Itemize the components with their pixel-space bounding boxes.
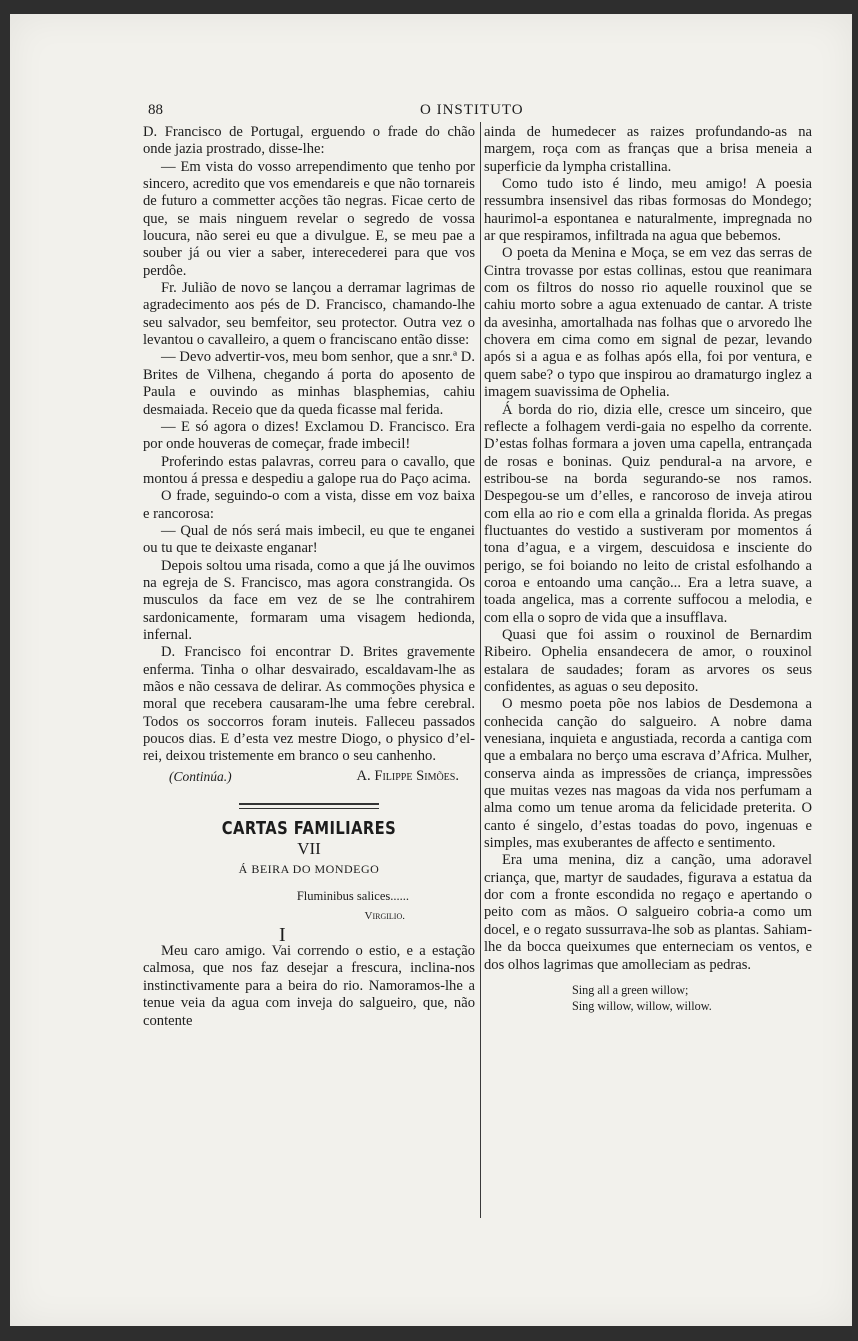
section-title: CARTAS FAMILIARES [221, 818, 397, 840]
paragraph: D. Francisco de Portugal, erguendo o frade do chão onde jazia prostrado, disse-lhe: [143, 124, 475, 158]
left-column [143, 124, 475, 1030]
column-divider [480, 122, 481, 1218]
paragraph: O poeta da Menina e Moça, se em vez das serras de Cintra trovasse por estas collinas, estou que reanimara com os filtros do nosso rio aquelle rouxinol que se cahiu morto sobre a agua extenuado de cantar. A triste da avesinha, amortalhada nas folhas que o arvoredo lhe chovera em cima como em signal de pezar, levando após si a agua e as folhas após ella, foi por ventura, e quem sabe? o typo que inspirou ao dramaturgo inglez a imagem suavissima de Ophelia. [484, 245, 812, 401]
paragraph: D. Francisco foi encontrar D. Brites gravemente enferma. Tinha o olhar desvairado, escaldavam-lhe as mãos e não cessava de delirar. As commoções physica e moral que recebera causaram-lhe uma febre cerebral. Todos os soccorros foram inuteis. Falleceu passados poucos dias. E d’esta vez mestre Diogo, o physico d’el-rei, deixou tristemente em branco o seu canhenho. [143, 644, 475, 765]
paragraph: ainda de humedecer as raizes profundando-as na margem, roça com as franças que a brisa meneia a superficie da lympha cristallina. [484, 124, 812, 175]
section-subtitle: Á BEIRA DO MONDEGO [238, 862, 380, 877]
paragraph: — E só agora o dizes! Exclamou D. Francisco. Era por onde houveras de começar, frade imbecil! [143, 418, 475, 453]
paragraph: Depois soltou uma risada, como a que já lhe ouvimos na egreja de S. Francisco, mas agora constrangida. Os musculos da face em vez de se lhe contrahirem sardonicamente, formaram uma visagem hedionda, infernal. [143, 557, 475, 643]
verse-line: Sing willow, willow, willow. [572, 998, 712, 1013]
paragraph: Á borda do rio, dizia elle, cresce um sinceiro, que reflecte a folhagem verdi-gaia no espelho da corrente. D’estas folhas formara a joven uma capella, entrançada de rosas e boninas. Quiz pendural-a na arvore, e estribou-se na borda segurando-se nos ramos. Despegou-se um d’elles, e rancoroso de inveja atirou com ella ao rio e com ella a grinalda florida. As pregas fluctuantes do vestido a sustiveram por momentos á tona d’agua, e a virgem, descuidosa e insciente do perigo, se foi boiando no leito de cristal esfolhando a coroa e entoando uma canção... Era a letra suave, a toada angelica, mas a corrente suffocou a melodia, e com ella o sopro de vida que a insufflava. [484, 401, 812, 626]
page-number: 88 [148, 102, 163, 118]
continua-note: (Continúa.) [169, 768, 232, 784]
paragraph: O mesmo poeta põe nos labios de Desdemona a conhecida canção do salgueiro. A nobre dama venesiana, inquieta e angustiada, recorda a cantiga com que a embalara no berço uma escrava d’Africa. Mulher, conserva ainda as impressões de criança, impressões que muitas vezes nas magoas da vida nos perfumam a alma como um tenue aroma da felicidade preterita. O canto é singelo, d’estas toadas do povo, ingenuas e simples, mas exuberantes de affecto e sentimento. [484, 696, 812, 852]
epigraph-author: Virgilio. [364, 909, 405, 922]
paragraph: O frade, seguindo-o com a vista, disse em voz baixa e rancorosa: [143, 488, 475, 522]
running-title: O INSTITUTO [420, 102, 524, 118]
paragraph: — Em vista do vosso arrependimento que tenho por sincero, acredito que vos emendareis e que não tornareis de futuro a commetter acções tão negras. Ficae certo de que, se mais ninguem revelar o segredo de vossa loucura, não serei eu que a divulgue. E, se meu pae a souber já ou vier a saber, interecederei para que vos perdôe. [143, 158, 475, 279]
ornamental-rule [239, 803, 379, 809]
paragraph: Proferindo estas palavras, correu para o cavallo, que montou á pressa e despediu a galope rua do Paço acima. [143, 453, 475, 487]
verse-line: Sing all a green willow; [572, 982, 689, 997]
ink-mark: I [279, 924, 286, 947]
paragraph: Fr. Julião de novo se lançou a derramar lagrimas de agradecimento aos pés de D. Francisco, chamando-lhe seu salvador, seu bemfeitor, seu protector. Outra vez o levantou o cavalleiro, a quem o franciscano então disse: [143, 280, 475, 349]
signature-row [143, 768, 475, 785]
section-rule [143, 797, 475, 814]
right-column [484, 124, 812, 1014]
paragraph: Quasi que foi assim o rouxinol de Bernardim Ribeiro. Ophelia ensandecera de amor, o rouxinol estalara de saudades; foram as arvores os seus confidentes, as aguas o seu deposito. [484, 626, 812, 695]
author-signature: A. Filippe Simões. [356, 767, 459, 784]
section-number: VII [297, 838, 321, 858]
paragraph: Como tudo isto é lindo, meu amigo! A poesia ressumbra insensivel das ribas formosas do Mondego; haurimol-a espontanea e naturalmente, impregnada no ar que respiramos, infiltrada na agua que bebemos. [484, 176, 812, 245]
paragraph: — Devo advertir-vos, meu bom senhor, que a snr.ª D. Brites de Vilhena, chegando á porta do aposento de Paula e ouvindo as minhas blasphemias, cahiu desmaiada. Receio que da queda ficasse mal ferida. [143, 349, 475, 418]
paragraph: Meu caro amigo. Vai correndo o estio, e a estação calmosa, que nos faz desejar a frescura, inclina-nos instinctivamente para a beira do rio. Namoramos-lhe a tenue veia da agua com inveja do salgueiro, que, não contente [143, 943, 475, 1029]
epigraph: Fluminibus salices...... [296, 889, 409, 904]
paragraph: — Qual de nós será mais imbecil, eu que te enganei ou tu que te deixaste enganar! [143, 522, 475, 557]
verse-block [484, 982, 812, 1014]
paragraph: Era uma menina, diz a canção, uma adoravel criança, que, martyr de saudades, figurava a estatua da dor com a fronte escondida no regaço e apertando o peito com as mãos. O salgueiro cobria-a como um docel, e o regato sussurrava-lhe sob as plantas. Sahiam-lhe da bocca queixumes que enterneciam os ventos, e dos olhos lagrimas que amolleciam as pedras. [484, 852, 812, 973]
